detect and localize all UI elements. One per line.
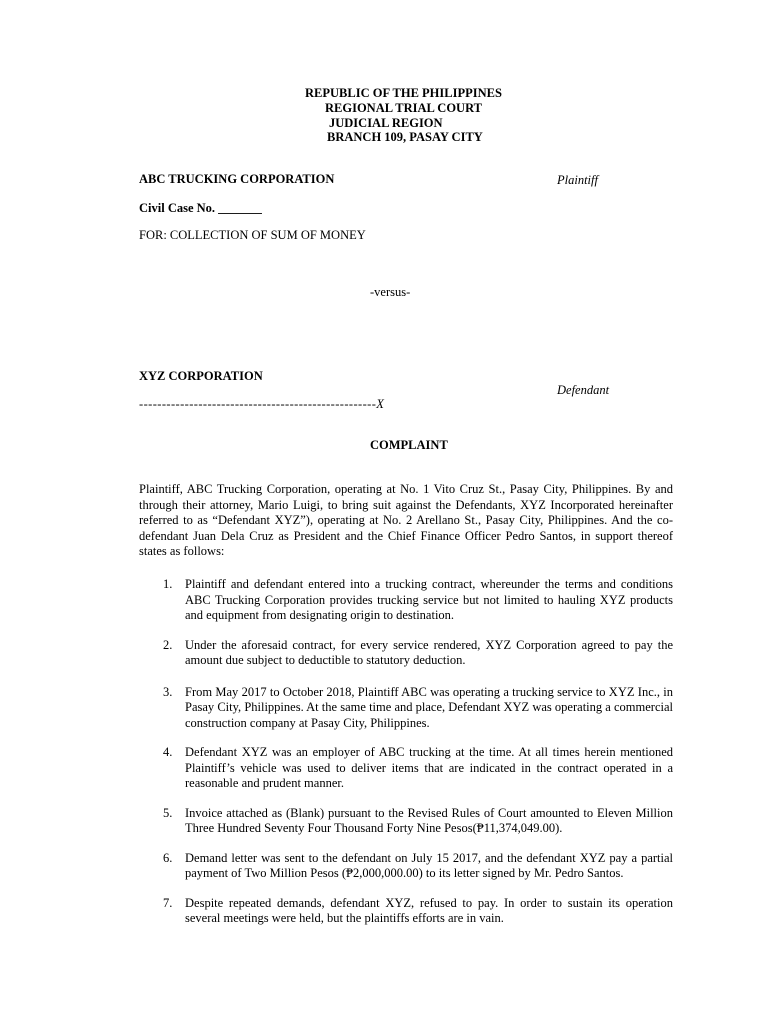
document-title: COMPLAINT [370,438,448,452]
list-item-number: 3. [163,684,173,699]
list-item-number: 1. [163,577,173,591]
list-item-text: Despite repeated demands, defendant XYZ, refused to pay. In order to sustain its operation several meetings were held, but the plaintiffs efforts are in vain. [185,895,673,925]
court-header-country: REPUBLIC OF THE PHILIPPINES [305,86,502,100]
list-item-text: From May 2017 to October 2018, Plaintiff ABC was operating a trucking service to XYZ Inc., in Pasay City, Philippines. At the same time and place, Defendant XYZ was operating a commercial construction company at Pasay City, Philippines. [185,684,673,730]
list-item-text: Demand letter was sent to the defendant on July 15 2017, and the defendant XYZ pay a partial payment of Two Million Pesos (₱2,000,000.00) to its letter signed by Mr. Pedro Santos. [185,850,673,880]
list-item-number: 4. [163,745,173,759]
list-item-number: 2. [163,637,173,652]
court-header-court: REGIONAL TRIAL COURT [325,101,483,115]
numbered-paragraphs [139,577,673,927]
plaintiff-role: Plaintiff [557,173,598,187]
list-item-text: Plaintiff and defendant entered into a trucking contract, whereunder the terms and conditions ABC Trucking Corporation provides trucking service but not limited to hauling XYZ products and equipment from designating origin to destination. [185,577,673,622]
list-item [139,806,673,837]
defendant-name: XYZ CORPORATION [139,369,263,383]
list-item-text: Invoice attached as (Blank) pursuant to the Revised Rules of Court amounted to Eleven Million Three Hundred Seventy Four Thousand Forty Nine Pesos(₱11,374,049.00). [185,805,673,835]
court-header-branch: BRANCH 109, PASAY CITY [327,130,483,144]
caption-separator: ----------------------------------------------------X [139,397,385,411]
civil-case-number: Civil Case No. _______ [139,201,262,215]
case-subject: FOR: COLLECTION OF SUM OF MONEY [139,228,366,242]
versus-label: -versus- [370,285,411,299]
list-item-number: 6. [163,850,173,865]
list-item [139,851,673,882]
list-item [139,638,673,669]
defendant-role: Defendant [557,383,610,397]
list-item [139,577,673,624]
list-item-number: 7. [163,895,173,910]
list-item [139,745,673,792]
list-item-text: Defendant XYZ was an employer of ABC trucking at the time. At all times herein mentioned Plaintiff’s vehicle was used to deliver items that are indicated in the contract operated in a reasonable and prudent manner. [185,745,673,790]
plaintiff-name: ABC TRUCKING CORPORATION [139,172,335,186]
list-item-text: Under the aforesaid contract, for every service rendered, XYZ Corporation agreed to pay the amount due subject to deductible to statutory deduction. [185,637,673,667]
list-item-number: 5. [163,805,173,820]
list-item [139,685,673,732]
court-header-region: JUDICIAL REGION [329,116,443,130]
intro-paragraph: Plaintiff, ABC Trucking Corporation, operating at No. 1 Vito Cruz St., Pasay City, Philippines. By and through their attorney, Mario Luigi, to bring suit against the Defendants, XYZ Incorporated hereinafter referred to as “Defendant XYZ”), operating at No. 2 Arellano St., Pasay City, Philippines. And the co-defendant Juan Dela Cruz as President and the Chief Finance Officer Pedro Santos, in support thereof states as follows: [139,482,673,558]
list-item [139,896,673,927]
